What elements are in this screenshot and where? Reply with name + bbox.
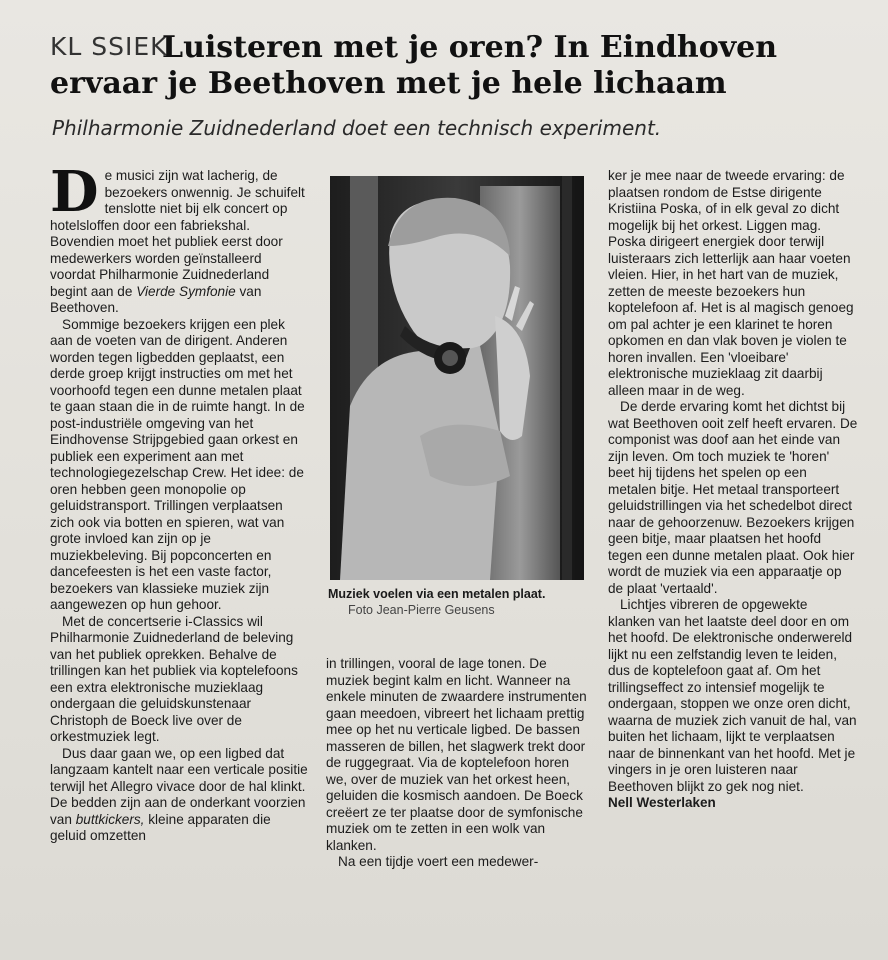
article-column-1 xyxy=(50,159,308,845)
paragraph-5: in trillingen, vooral de lage tonen. De muziek begint kalm en licht. Wanneer na enkele minuten de zwaardere instrumenten gaan meedoen, vibreert het lichaam prettig mee op het nu verticale ligbed. De bassen masseren de billen, het slagwerk trekt door de ruggegraat. Via de koptelefoon horen we, over de muziek van het orkest heen, geluiden die kosmisch aandoen. De Boeck creëert ze ter plaatse door de symfonische muziek om te zetten in een wolk van klanken. xyxy=(326,656,587,853)
headline xyxy=(50,30,860,102)
photo-man-headphones-metal-plate xyxy=(330,176,584,580)
byline: Nell Westerlaken xyxy=(608,795,716,810)
paragraph-9: Lichtjes vibreren de opgewekte klanken van het laatste deel door en om het hoofd. De elektronische onderwereld lijkt nu een zelfstandig leven te leiden, dus de koptelefoon gaat af. Om het trillingseffect zo intensief mogelijk te ondergaan, stoppen we onze oren dicht, waarna de muziek zich vanuit de hal, van buiten het lichaam, lijkt te verplaatsen naar de binnenkant van het hoofd. Met je vingers in je oren luisteren naar Beethoven blijkt zo gek nog niet. xyxy=(608,597,857,794)
photo-credit: Foto Jean-Pierre Geusens xyxy=(348,603,495,617)
drop-cap: D xyxy=(50,159,99,225)
subheadline: Philharmonie Zuidnederland doet een technisch experiment. xyxy=(52,116,662,140)
headline-line-2: ervaar je Beethoven met je hele lichaam xyxy=(50,66,727,101)
paragraph-1: De musici zijn wat lacherig, de bezoekers onwennig. Je schuifelt tenslotte niet bij elk concert op hotelsloffen door een fabriekshal. Bovendien moet het publiek eerst door medewerkers worden geïnstalleerd voordat Philharmonie Zuidnederland begint aan de Vierde Symfonie van Beethoven. xyxy=(50,159,305,315)
paragraph-6: Na een tijdje voert een medewer- xyxy=(338,854,539,869)
article-photo xyxy=(330,176,584,580)
paragraph-7: ker je mee naar de tweede ervaring: de plaatsen rondom de Estse dirigente Kristiina Poska, of in elk geval zo dicht mogelijk bij het orkest. Liggen mag. Poska dirigeert energiek door terwijl luisteraars zich letterlijk aan haar voeten vleien. Hier, in het hart van de muziek, zetten de meeste bezoekers hun koptelefoon af. Het is al magisch genoeg om pal achter je een klarinet te horen opkomen en dan vlak boven je violen te horen invallen. Een 'vloeibare' elektronische muzieklaag zit daarbij alleen maar in de weg. xyxy=(608,168,854,398)
paragraph-8: De derde ervaring komt het dichtst bij wat Beethoven ooit zelf heeft ervaren. De componist was doof aan het einde van zijn leven. Om toch muziek te 'horen' beet hij tijdens het spelen op een metalen bitje. Het metaal transporteert geluidstrillingen via het schedelbot direct naar de gehoorzenuw. Bezoekers krijgen geen bitje, maar plaatsen het hoofd tegen een dunne metalen plaat. Ook hier wordt de muziek via een apparaatje op de plaat 'vertaald'. xyxy=(608,399,858,596)
article-column-3 xyxy=(608,168,858,812)
photo-caption xyxy=(328,586,590,618)
article-column-2 xyxy=(326,656,588,871)
paragraph-3: Met de concertserie i-Classics wil Philharmonie Zuidnederland de beleving van het publiek oprekken. Behalve de trillingen kan het publiek via koptelefoons een extra elektronische muzieklaag ondergaan die geluidskunstenaar Christoph de Boeck live over de orkestmuziek legt. xyxy=(50,613,298,744)
section-kicker: KL SSIEK xyxy=(50,32,168,61)
caption-text: Muziek voelen via een metalen plaat. xyxy=(328,587,546,601)
paragraph-2: Sommige bezoekers krijgen een plek aan de voeten van de dirigent. Anderen worden tegen ligbedden geplaatst, een derde groep krijgt instructies om met het voorhoofd tegen een dunne metalen plaat te gaan staan die in de ruimte hangt. In de post-industriële omgeving van het Eindhovense Strijpgebied gaan orkest en publiek een experiment aan met technologiegezelschap Crew. Het idee: de oren hebben geen monopolie op geluidstransport. Trillingen verplaatsen zich ook via botten en spieren, wat van grote invloed kan zijn op je muziekbeleving. Bij popconcerten en dancefeesten is het een vaste factor, bezoekers van klassieke muziek zijn aangewezen op hun gehoor. xyxy=(50,316,305,612)
paragraph-4: Dus daar gaan we, op een ligbed dat langzaam kantelt naar een verticale positie terwijl het Allegro vivace door de hal klinkt. De bedden zijn aan de onderkant voorzien van buttkickers, kleine apparaten die geluid omzetten xyxy=(50,745,308,843)
headline-line-1: Luisteren met je oren? In Eindhoven xyxy=(162,30,778,65)
